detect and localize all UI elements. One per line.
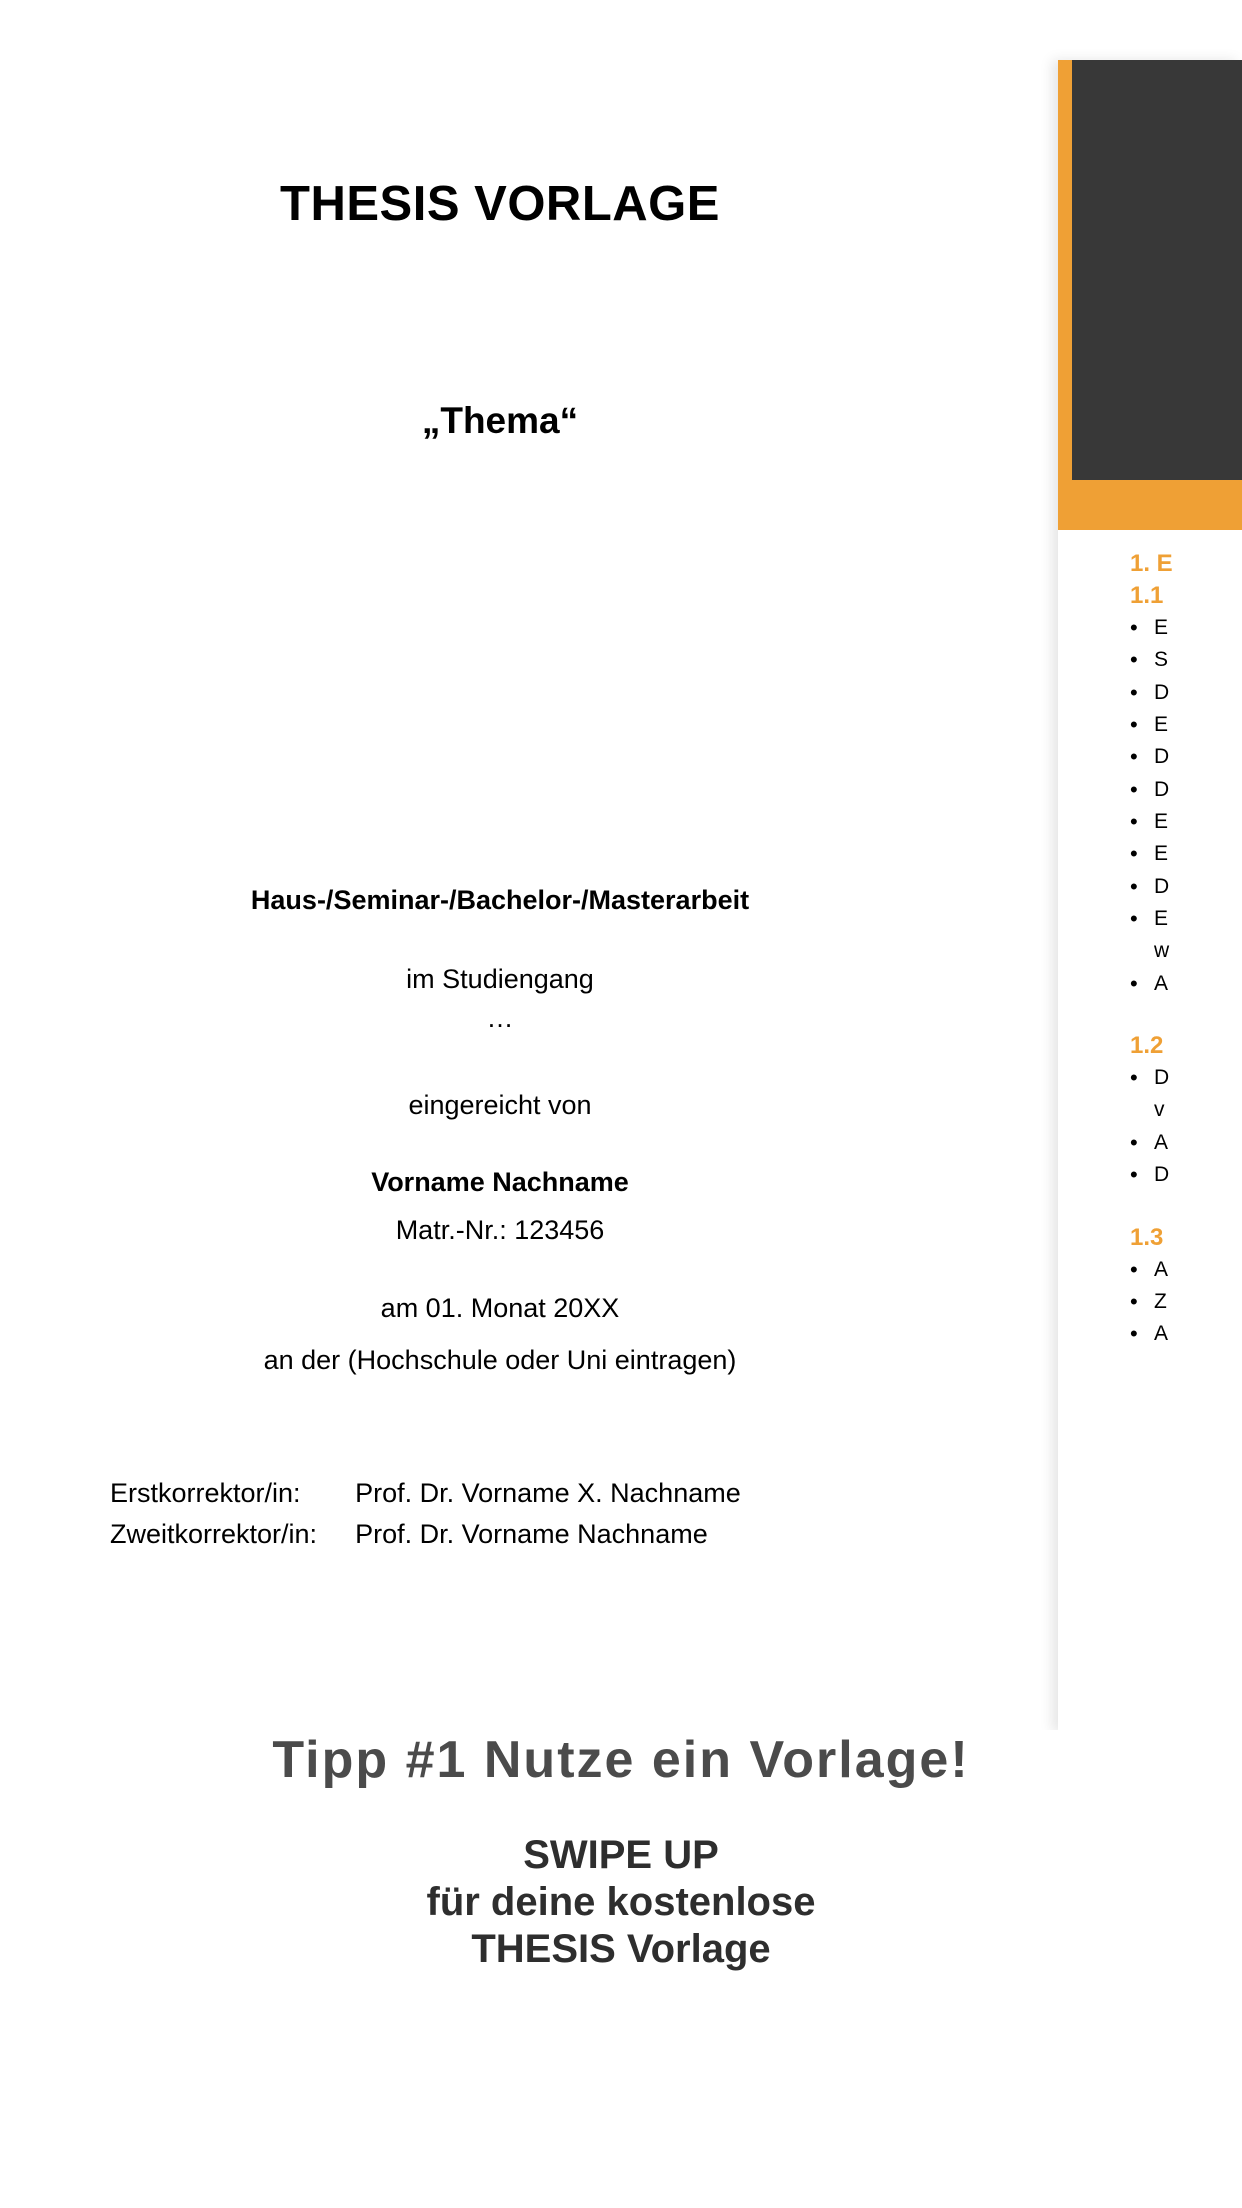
toc-item: • D (1130, 1161, 1242, 1189)
toc-item: • Z (1130, 1288, 1242, 1316)
second-reviewer-label: Zweitkorrektor/in: (110, 1519, 318, 1549)
dark-header-block (1072, 60, 1242, 480)
toc-item: • A (1130, 1129, 1242, 1157)
toc-item: • E (1130, 808, 1242, 836)
accent-header-bar (1058, 60, 1242, 530)
toc-item: • D (1130, 679, 1242, 707)
submission-date: am 01. Monat 20XX (380, 1293, 620, 1323)
toc-heading: 1.3 (1130, 1223, 1164, 1251)
toc-item: • D (1130, 776, 1242, 804)
reviewers-table (110, 1478, 741, 1560)
promo-swipe-line3: THESIS Vorlage (471, 1927, 771, 1972)
toc-item: • E (1130, 614, 1242, 642)
toc-heading: 1.2 (1130, 1032, 1164, 1060)
second-reviewer-name: Prof. Dr. Vorname Nachname (355, 1519, 708, 1549)
author-name: Vorname Nachname (371, 1167, 629, 1197)
toc-item: • E (1130, 905, 1242, 933)
studiengang-value: … (486, 1003, 514, 1033)
table-row (110, 1519, 741, 1560)
toc-item: • A (1130, 1320, 1242, 1348)
promo-tip-text: Tipp #1 Nutze ein Vorlage! (272, 1731, 970, 1789)
toc-heading: 1.1 (1130, 582, 1164, 609)
promo-overlay (0, 1730, 1242, 1974)
toc-item-continuation: v (1154, 1098, 1165, 1122)
toc-item: • E (1130, 711, 1242, 739)
promo-swipe-line1: SWIPE UP (523, 1833, 719, 1877)
toc-item: • A (1130, 970, 1242, 998)
toc-item: • D (1130, 743, 1242, 771)
toc-item: • D (1130, 873, 1242, 901)
matriculation-number: Matr.-Nr.: 123456 (395, 1215, 605, 1245)
toc-heading: 1. E (1130, 550, 1173, 577)
toc-item: • S (1130, 646, 1242, 674)
toc-item: • E (1130, 840, 1242, 868)
table-of-contents (1058, 530, 1242, 1353)
promo-swipe-block (0, 1832, 1242, 1974)
first-reviewer-label: Erstkorrektor/in: (110, 1478, 301, 1508)
promo-swipe-line2: für deine kostenlose (426, 1880, 816, 1925)
toc-item: • D (1130, 1064, 1242, 1092)
table-row (110, 1478, 741, 1519)
toc-item: • A (1130, 1256, 1242, 1284)
submitted-by-label: eingereicht von (408, 1090, 592, 1120)
institution-name: an der (Hochschule oder Uni eintragen) (263, 1345, 737, 1375)
first-reviewer-name: Prof. Dr. Vorname X. Nachname (355, 1478, 741, 1508)
second-page-preview (1058, 60, 1242, 1732)
thesis-subject: „Thema“ (421, 400, 579, 441)
page-title: THESIS VORLAGE (280, 177, 720, 231)
toc-item-continuation: w (1154, 939, 1170, 963)
studiengang-label: im Studiengang (406, 964, 594, 994)
work-type: Haus-/Seminar-/Bachelor-/Masterarbeit (250, 885, 750, 915)
